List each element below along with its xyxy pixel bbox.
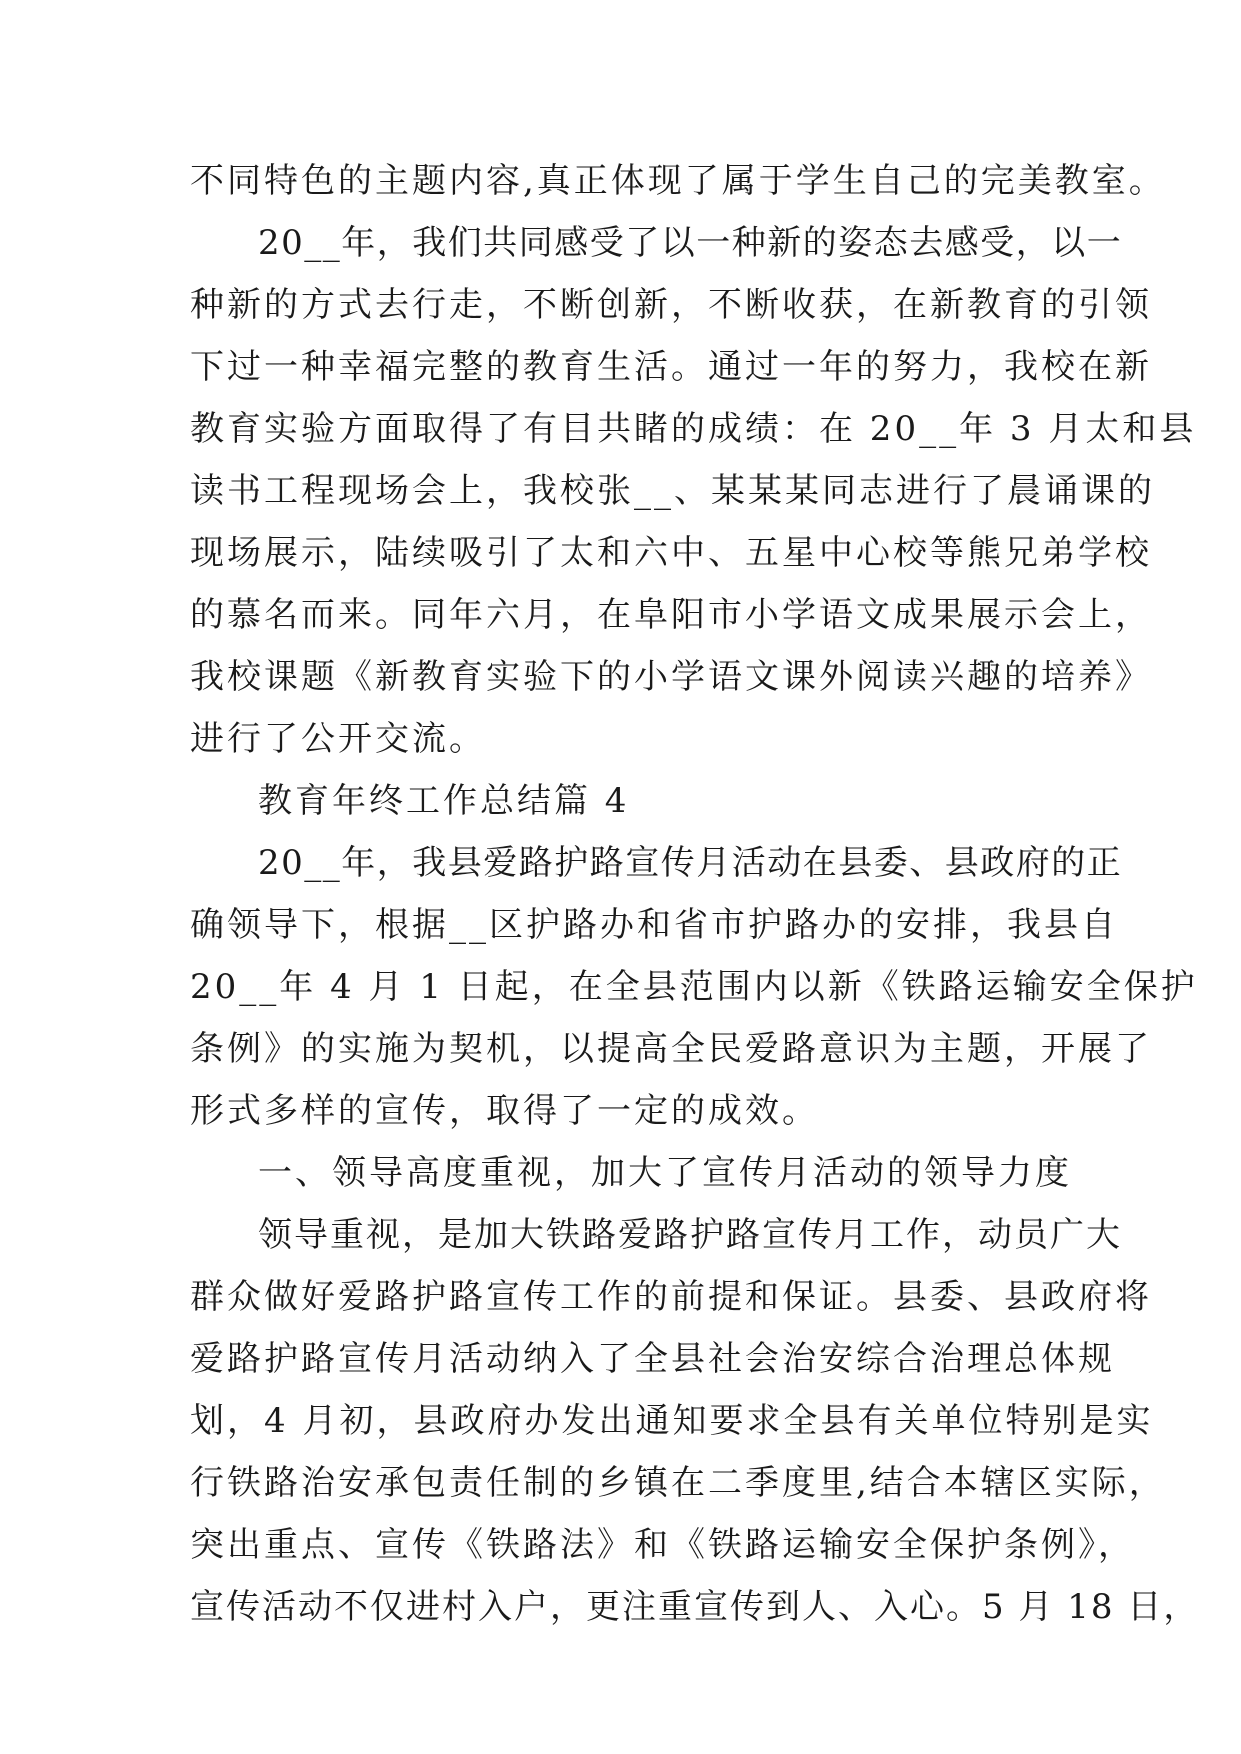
text-line: 下过一种幸福完整的教育生活。通过一年的努力，我校在新 — [190, 347, 1152, 387]
text-line: 划，4 月初，县政府办发出通知要求全县有关单位特别是实 — [190, 1401, 1154, 1441]
text-line: 确领导下，根据__区护路办和省市护路办的安排，我县自 — [190, 905, 1118, 945]
text-line: 我校课题《新教育实验下的小学语文课外阅读兴趣的培养》 — [190, 657, 1152, 697]
paragraph-start-line: 领导重视，是加大铁路爱路护路宣传月工作，动员广大 — [258, 1215, 1122, 1255]
text-line: 种新的方式去行走，不断创新，不断收获，在新教育的引领 — [190, 285, 1152, 325]
text-line: 突出重点、宣传《铁路法》和《铁路运输安全保护条例》， — [190, 1525, 1135, 1565]
text-line: 20__年 4 月 1 日起，在全县范围内以新《铁路运输安全保护 — [190, 967, 1198, 1007]
text-line: 的慕名而来。同年六月，在阜阳市小学语文成果展示会上， — [190, 595, 1152, 635]
text-line: 群众做好爱路护路宣传工作的前提和保证。县委、县政府将 — [190, 1277, 1152, 1317]
paragraph-start-line: 20__年，我们共同感受了以一种新的姿态去感受，以一 — [258, 223, 1123, 263]
paragraph-start-line: 20__年，我县爱路护路宣传月活动在县委、县政府的正 — [258, 843, 1123, 883]
text-line: 教育实验方面取得了有目共睹的成绩：在 20__年 3 月太和县 — [190, 409, 1197, 449]
subsection-heading: 一、领导高度重视，加大了宣传月活动的领导力度 — [258, 1153, 1072, 1193]
text-line: 不同特色的主题内容,真正体现了属于学生自己的完美教室。 — [190, 161, 1166, 201]
text-line: 行铁路治安承包责任制的乡镇在二季度里,结合本辖区实际， — [190, 1463, 1166, 1503]
text-line: 现场展示，陆续吸引了太和六中、五星中心校等熊兄弟学校 — [190, 533, 1152, 573]
text-line: 进行了公开交流。 — [190, 719, 486, 759]
text-line: 条例》的实施为契机，以提高全民爱路意识为主题，开展了 — [190, 1029, 1152, 1069]
text-line: 形式多样的宣传，取得了一定的成效。 — [190, 1091, 819, 1131]
text-line: 读书工程现场会上，我校张__、某某某同志进行了晨诵课的 — [190, 471, 1155, 511]
text-line: 宣传活动不仅进村入户，更注重宣传到人、入心。5 月 18 日， — [190, 1587, 1200, 1627]
body-text — [190, 150, 1200, 1638]
section-heading: 教育年终工作总结篇 4 — [258, 781, 630, 821]
text-line: 爱路护路宣传月活动纳入了全县社会治安综合治理总体规 — [190, 1339, 1115, 1379]
